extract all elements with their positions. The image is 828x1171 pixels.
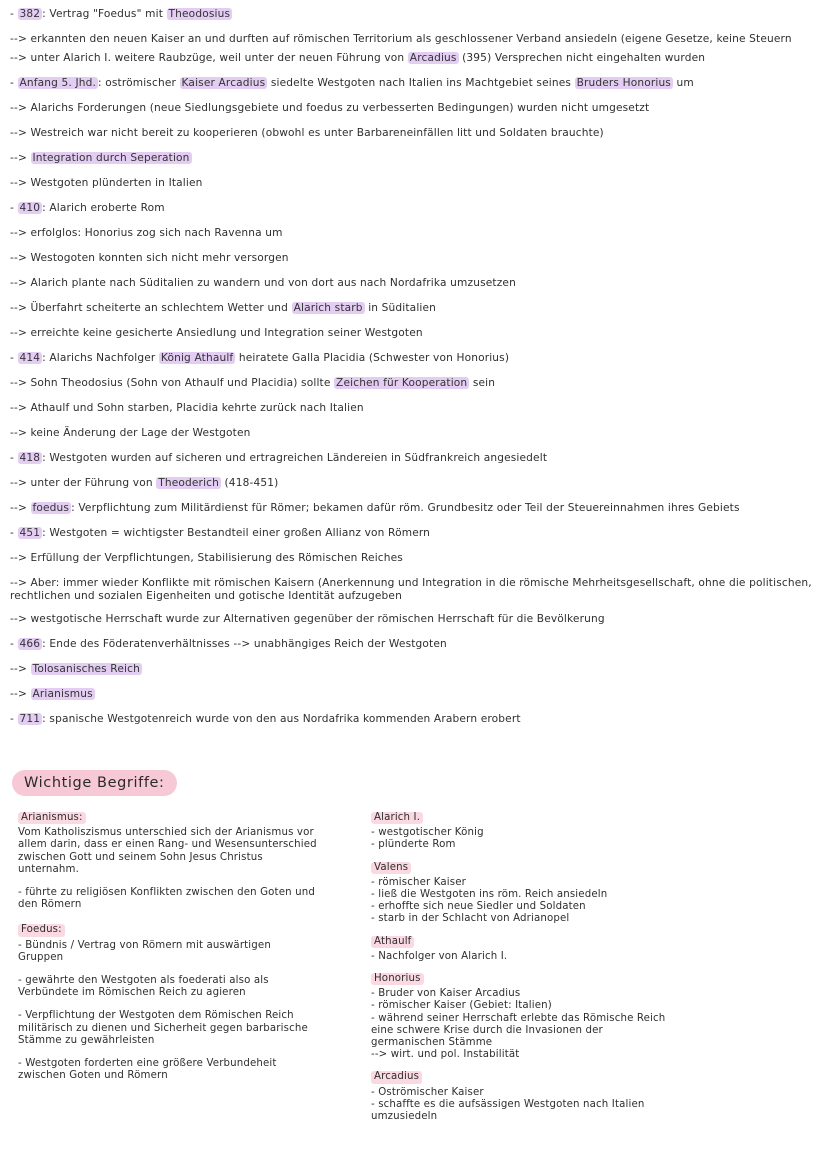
line-text: - xyxy=(10,527,18,539)
timeline-line xyxy=(10,552,814,565)
term-item: - erhoffte sich neue Siedler und Soldaten xyxy=(371,901,586,913)
timeline-line xyxy=(10,613,814,626)
term-block xyxy=(371,1071,671,1123)
highlighted-term: Alarich starb xyxy=(293,302,363,314)
line-text: --> westgotische Herrschaft wurde zur Alternativen gegenüber der römischen Herrschaft für die Bevölkerung xyxy=(10,613,605,625)
timeline-line xyxy=(10,713,814,726)
highlighted-term: Arcadius xyxy=(409,52,457,64)
timeline-line xyxy=(10,402,814,415)
line-text: --> Überfahrt scheiterte an schlechtem Wetter und xyxy=(10,302,292,314)
line-text: : Westgoten wurden auf sicheren und ertragreichen Ländereien in Südfrankreich angesiedelt xyxy=(42,452,548,464)
term-block xyxy=(18,812,318,911)
term-text: - Verpflichtung der Westgoten dem Römischen Reich militärisch zu dienen und Sicherheit gegen barbarische Stämme zu gewährleisten xyxy=(18,1010,308,1046)
highlighted-term: Tolosanisches Reich xyxy=(32,663,140,675)
timeline-line xyxy=(10,527,814,540)
line-text: --> Alarichs Forderungen (neue Siedlungsgebiete und foedus zu verbesserten Bedingungen) wurden nicht umgesetzt xyxy=(10,102,650,114)
timeline-line xyxy=(10,252,814,265)
highlighted-term: 451 xyxy=(19,527,41,539)
line-text: --> Westgoten plünderten in Italien xyxy=(10,177,203,189)
term-title: Honorius xyxy=(371,973,424,985)
line-text: : Ende des Föderatenverhältnisses --> unabhängiges Reich der Westgoten xyxy=(42,638,447,650)
line-text: - xyxy=(10,452,18,464)
highlighted-term: foedus xyxy=(32,502,70,514)
term-block xyxy=(18,924,318,1082)
term-block xyxy=(371,862,671,926)
highlighted-term: Bruders Honorius xyxy=(576,77,671,89)
terms-left-column xyxy=(18,812,318,1095)
line-text: : spanische Westgotenreich wurde von den aus Nordafrika kommenden Arabern erobert xyxy=(42,713,521,725)
term-text: - führte zu religiösen Konflikten zwischen den Goten und den Römern xyxy=(18,887,315,911)
term-item: - starb in der Schlacht von Adrianopel xyxy=(371,913,570,925)
line-text: --> unter der Führung von xyxy=(10,477,157,489)
timeline-line xyxy=(10,638,814,651)
timeline-line xyxy=(10,33,814,46)
line-text: --> xyxy=(10,663,31,675)
term-item: - während seiner Herrschaft erlebte das Römische Reich eine schwere Krise durch die Invasionen der germanischen Stämme xyxy=(371,1012,666,1049)
timeline-notes xyxy=(10,8,814,738)
term-paragraph xyxy=(18,975,318,999)
term-title: Foedus: xyxy=(18,924,65,936)
line-text: --> keine Änderung der Lage der Westgoten xyxy=(10,427,251,439)
term-item: - römischer Kaiser (Gebiet: Italien) xyxy=(371,1000,552,1012)
term-item: --> wirt. und pol. Instabilität xyxy=(371,1049,520,1061)
timeline-line xyxy=(10,663,814,676)
timeline-line xyxy=(10,227,814,240)
highlighted-term: 410 xyxy=(19,202,41,214)
term-block xyxy=(371,936,671,963)
term-block xyxy=(371,812,671,852)
timeline-line xyxy=(10,277,814,290)
timeline-line xyxy=(10,427,814,440)
timeline-line xyxy=(10,202,814,215)
line-text: --> unter Alarich I. weitere Raubzüge, weil unter der neuen Führung von xyxy=(10,52,408,64)
term-text: Vom Katholiszismus unterschied sich der Arianismus vor allem darin, dass er einen Rang- und Wesensunterschied zwischen Gott und seinem Sohn Jesus Christus unternahm. xyxy=(18,827,317,875)
term-item: - schaffte es die aufsässigen Westgoten nach Italien umzusiedeln xyxy=(371,1098,645,1123)
term-text: - gewährte den Westgoten als foederati also als Verbündete im Römischen Reich zu agieren xyxy=(18,975,269,999)
timeline-line xyxy=(10,477,814,490)
highlighted-term: Arianismus xyxy=(32,688,93,700)
term-title: Arcadius xyxy=(371,1071,422,1083)
highlighted-term: 466 xyxy=(19,638,41,650)
line-text: --> Alarich plante nach Süditalien zu wandern und von dort aus nach Nordafrika umzusetzen xyxy=(10,277,516,289)
line-text: - xyxy=(10,352,18,364)
line-text: --> erreichte keine gesicherte Ansiedlung und Integration seiner Westgoten xyxy=(10,327,423,339)
term-item: - Bruder von Kaiser Arcadius xyxy=(371,988,521,1000)
highlighted-term: 711 xyxy=(19,713,41,725)
term-item: - plünderte Rom xyxy=(371,839,456,851)
timeline-line xyxy=(10,77,814,90)
highlighted-term: 382 xyxy=(19,8,41,20)
line-text: : Verpflichtung zum Militärdienst für Römer; bekamen dafür röm. Grundbesitz oder Teil der Steuereinnahmen ihres Gebiets xyxy=(71,502,740,514)
highlighted-term: Theodosius xyxy=(168,8,231,20)
highlighted-term: Kaiser Arcadius xyxy=(181,77,266,89)
highlighted-term: 414 xyxy=(19,352,41,364)
line-text: --> xyxy=(10,502,31,514)
term-item: - Nachfolger von Alarich I. xyxy=(371,950,508,962)
term-item: - römischer Kaiser xyxy=(371,876,466,888)
line-text: (418-451) xyxy=(221,477,279,489)
timeline-line xyxy=(10,452,814,465)
term-text: - Bündnis / Vertrag von Römern mit auswärtigen Gruppen xyxy=(18,939,271,963)
timeline-line xyxy=(10,52,814,65)
timeline-line xyxy=(10,177,814,190)
line-text: um xyxy=(672,77,694,89)
line-text: - xyxy=(10,638,18,650)
line-text: siedelte Westgoten nach Italien ins Machtgebiet seines xyxy=(267,77,575,89)
line-text: : Alarich eroberte Rom xyxy=(42,202,165,214)
line-text: : oströmischer xyxy=(98,77,180,89)
line-text: --> Sohn Theodosius (Sohn von Athaulf und Placidia) sollte xyxy=(10,377,335,389)
term-title: Arianismus: xyxy=(18,812,86,824)
highlighted-term: 418 xyxy=(19,452,41,464)
timeline-line xyxy=(10,102,814,115)
timeline-line xyxy=(10,577,814,603)
highlighted-term: Theoderich xyxy=(158,477,219,489)
term-block xyxy=(371,973,671,1061)
line-text: --> erfolglos: Honorius zog sich nach Ravenna um xyxy=(10,227,283,239)
line-text: --> Athaulf und Sohn starben, Placidia kehrte zurück nach Italien xyxy=(10,402,364,414)
highlighted-term: König Athaulf xyxy=(160,352,234,364)
timeline-line xyxy=(10,352,814,365)
timeline-line xyxy=(10,152,814,165)
line-text: in Süditalien xyxy=(364,302,437,314)
timeline-line xyxy=(10,8,814,21)
section-title-wichtige-begriffe: Wichtige Begriffe: xyxy=(12,770,177,796)
term-title: Athaulf xyxy=(371,936,414,948)
line-text: --> Westogoten konnten sich nicht mehr versorgen xyxy=(10,252,289,264)
highlighted-term: Zeichen für Kooperation xyxy=(336,377,468,389)
line-text: : Westgoten = wichtigster Bestandteil einer großen Allianz von Römern xyxy=(42,527,431,539)
line-text: : Alarichs Nachfolger xyxy=(42,352,159,364)
term-item: - westgotischer König xyxy=(371,827,484,839)
line-text: - xyxy=(10,77,18,89)
line-text: - xyxy=(10,713,18,725)
line-text: - xyxy=(10,202,18,214)
line-text: : Vertrag "Foedus" mit xyxy=(42,8,167,20)
term-title: Valens xyxy=(371,862,411,874)
timeline-line xyxy=(10,127,814,140)
term-paragraph xyxy=(18,827,318,876)
timeline-line xyxy=(10,302,814,315)
term-item: - Oströmischer Kaiser xyxy=(371,1086,484,1098)
line-text: - xyxy=(10,8,18,20)
line-text: --> xyxy=(10,688,31,700)
line-text: heiratete Galla Placidia (Schwester von Honorius) xyxy=(235,352,510,364)
line-text: --> Westreich war nicht bereit zu kooperieren (obwohl es unter Barbareneinfällen litt und Soldaten brauchte) xyxy=(10,127,604,139)
term-title: Alarich I. xyxy=(371,812,423,824)
term-paragraph xyxy=(18,1010,318,1047)
term-text: - Westgoten forderten eine größere Verbundeheit zwischen Goten und Römern xyxy=(18,1058,277,1082)
line-text: sein xyxy=(469,377,496,389)
line-text: --> Erfüllung der Verpflichtungen, Stabilisierung des Römischen Reiches xyxy=(10,552,403,564)
line-text: --> Aber: immer wieder Konflikte mit römischen Kaisern (Anerkennung und Integration in die römische Mehrheitsgesellschaft, ohne die politischen, rechtlichen und sozialen Eigenheiten und gotische Identität aufzugeben xyxy=(10,577,812,602)
highlighted-term: Anfang 5. Jhd. xyxy=(19,77,96,89)
highlighted-term: Integration durch Seperation xyxy=(32,152,190,164)
term-item: - ließ die Westgoten ins röm. Reich ansiedeln xyxy=(371,889,608,901)
timeline-line xyxy=(10,377,814,390)
terms-right-column xyxy=(371,812,671,1133)
timeline-line xyxy=(10,502,814,515)
term-paragraph xyxy=(18,887,318,911)
term-paragraph xyxy=(18,1058,318,1082)
timeline-line xyxy=(10,327,814,340)
term-paragraph xyxy=(18,940,318,964)
line-text: (395) Versprechen nicht eingehalten wurden xyxy=(458,52,706,64)
line-text: --> xyxy=(10,152,31,164)
line-text: --> erkannten den neuen Kaiser an und durften auf römischen Territorium als geschlossener Verband ansiedeln (eigene Gesetze, keine Steuern xyxy=(10,33,792,45)
timeline-line xyxy=(10,688,814,701)
